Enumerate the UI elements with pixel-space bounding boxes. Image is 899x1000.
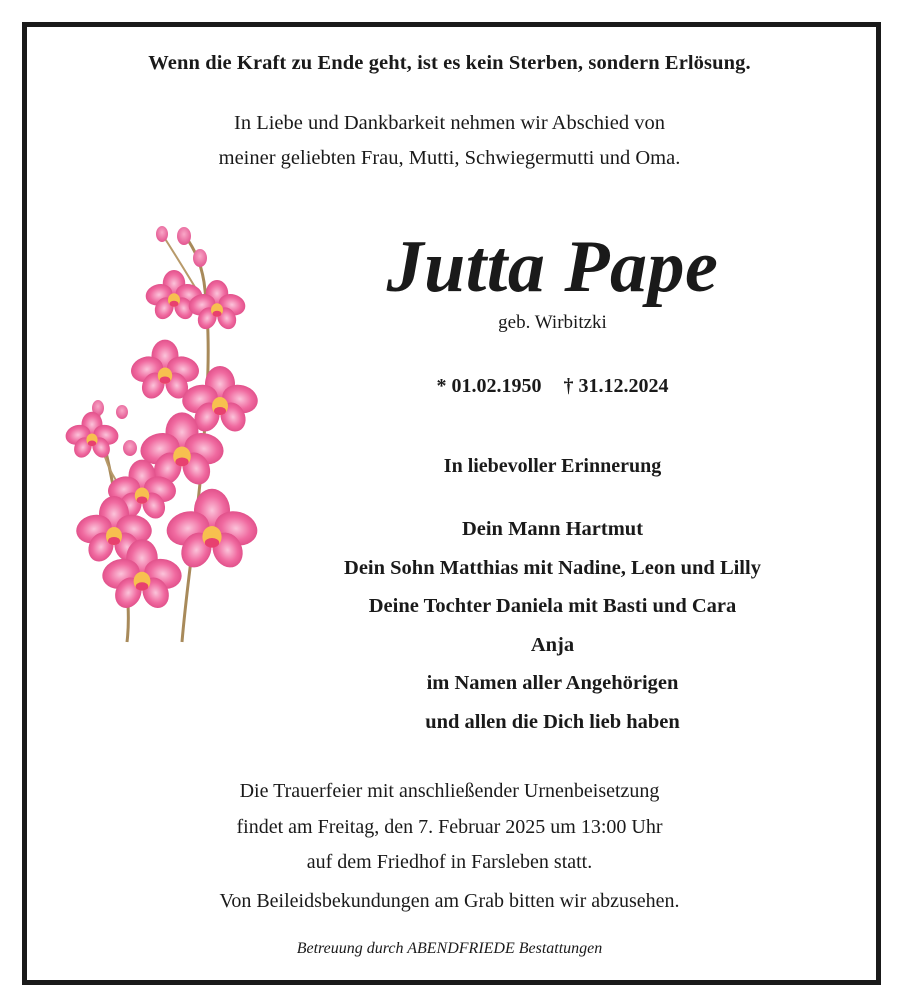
orchid-image xyxy=(62,222,282,647)
mourner-line: und allen die Dich lieb haben xyxy=(425,710,680,733)
ceremony-line: auf dem Friedhof in Farsleben statt. xyxy=(306,851,593,873)
death-date: † 31.12.2024 xyxy=(563,375,669,397)
ceremony-info xyxy=(0,774,899,881)
ceremony-line: findet am Freitag, den 7. Februar 2025 um 13:00 Uhr xyxy=(236,815,663,838)
mourner-line: Dein Mann Hartmut xyxy=(461,518,644,540)
birth-name: geb. Wirbitzki xyxy=(498,312,607,333)
intro-line: meiner geliebten Frau, Mutti, Schwiegermutti und Oma. xyxy=(218,147,681,169)
mourner-line: Deine Tochter Daniela mit Basti und Cara xyxy=(368,595,737,618)
memory-line: In liebevoller Erinnerung xyxy=(443,455,662,477)
mourners-list xyxy=(300,510,805,742)
ceremony-line: Die Trauerfeier mit anschließender Urnenbeisetzung xyxy=(239,780,660,802)
mourner-line: Anja xyxy=(530,633,575,656)
intro-line: In Liebe und Dankbarkeit nehmen wir Abschied von xyxy=(234,112,665,134)
life-dates xyxy=(300,375,805,398)
deceased-name: Jutta Pape xyxy=(386,226,719,308)
condolence-note: Von Beileidsbekundungen am Grab bitten wir abzusehen. xyxy=(219,890,680,912)
intro-text xyxy=(0,106,899,176)
birth-date: * 01.02.1950 xyxy=(436,375,542,397)
mourner-line: Dein Sohn Matthias mit Nadine, Leon und Lilly xyxy=(344,556,761,579)
motto-quote: Wenn die Kraft zu Ende geht, ist es kein Sterben, sondern Erlösung. xyxy=(148,52,751,74)
undertaker-credit: Betreuung durch ABENDFRIEDE Bestattungen xyxy=(296,940,603,957)
mourner-line: im Namen aller Angehörigen xyxy=(426,672,679,695)
